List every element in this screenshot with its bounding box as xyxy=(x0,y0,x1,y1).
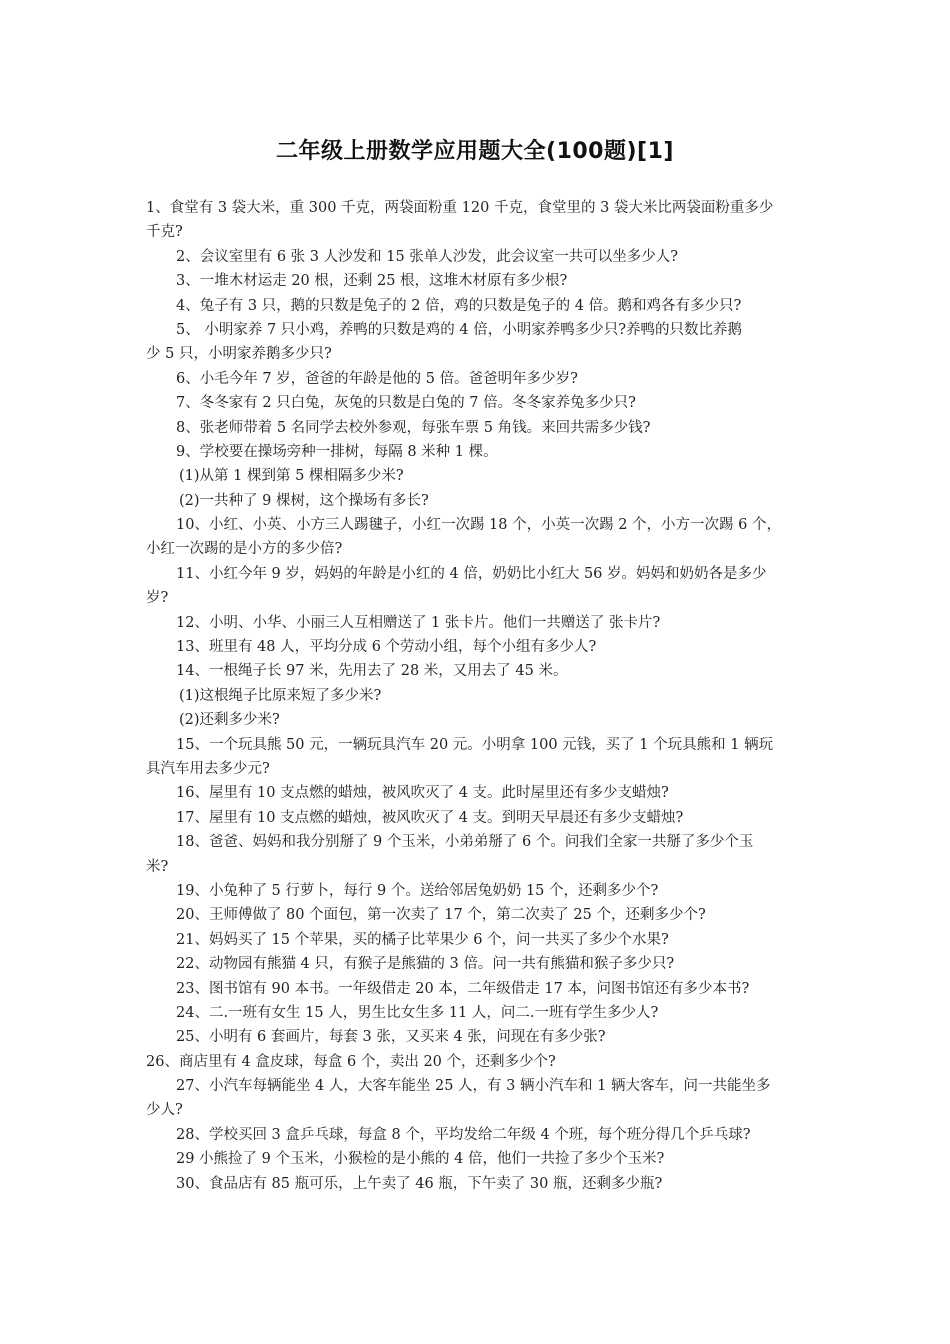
question-line: (2)一共种了 9 棵树，这个操场有多长? xyxy=(179,492,429,509)
question-line: 19、小兔种了 5 行萝卜，每行 9 个。送给邻居兔奶奶 15 个，还剩多少个? xyxy=(176,882,659,899)
question-line: 24、二.一班有女生 15 人，男生比女生多 11 人，问二.一班有学生多少人? xyxy=(176,1004,659,1021)
question-line: 17、屋里有 10 支点燃的蜡烛，被风吹灭了 4 支。到明天早晨还有多少支蜡烛? xyxy=(176,809,684,826)
question-line: 26、商店里有 4 盒皮球，每盒 6 个，卖出 20 个，还剩多少个? xyxy=(146,1053,556,1070)
question-line: 小红一次踢的是小方的多少倍? xyxy=(146,541,343,558)
question-line: 28、学校买回 3 盒乒乓球，每盒 8 个，平均发给二年级 4 个班，每个班分得几个乒乓球? xyxy=(176,1126,751,1143)
question-line: 25、小明有 6 套画片，每套 3 张，又买来 4 张，问现在有多少张? xyxy=(176,1029,606,1046)
question-line: 20、王师傅做了 80 个面包，第一次卖了 17 个，第二次卖了 25 个，还剩多少个? xyxy=(176,907,706,924)
question-line: 12、小明、小华、小丽三人互相赠送了 1 张卡片。他们一共赠送了 张卡片? xyxy=(176,614,661,631)
question-line: 21、妈妈买了 15 个苹果，买的橘子比苹果少 6 个，问一共买了多少个水果? xyxy=(176,931,669,948)
question-line: 5、 小明家养 7 只小鸡，养鸭的只数是鸡的 4 倍，小明家养鸭多少只?养鸭的只数比养鹅 xyxy=(176,321,742,338)
question-line: 30、食品店有 85 瓶可乐，上午卖了 46 瓶，下午卖了 30 瓶，还剩多少瓶? xyxy=(176,1175,663,1192)
document-title: 二年级上册数学应用题大全(100题)[1] xyxy=(276,139,674,164)
document-body xyxy=(146,196,812,1196)
question-line: (1)从第 1 棵到第 5 棵相隔多少米? xyxy=(179,468,404,485)
question-line: 少人? xyxy=(146,1102,183,1119)
question-line: 6、小毛今年 7 岁，爸爸的年龄是他的 5 倍。爸爸明年多少岁? xyxy=(176,370,578,387)
question-line: 14、一根绳子长 97 米，先用去了 28 米，又用去了 45 米。 xyxy=(176,663,568,680)
question-line: (2)还剩多少米? xyxy=(179,712,280,729)
question-line: 2、会议室里有 6 张 3 人沙发和 15 张单人沙发，此会议室一共可以坐多少人? xyxy=(176,248,679,265)
question-line: 11、小红今年 9 岁，妈妈的年龄是小红的 4 倍，奶奶比小红大 56 岁。妈妈和奶奶各是多少 xyxy=(176,565,767,582)
question-line: 千克? xyxy=(146,224,183,241)
question-line: 27、小汽车每辆能坐 4 人，大客车能坐 25 人，有 3 辆小汽车和 1 辆大客车，问一共能坐多 xyxy=(176,1078,771,1095)
question-line: 少 5 只，小明家养鹅多少只? xyxy=(146,346,332,363)
question-line: 具汽车用去多少元? xyxy=(146,760,270,777)
question-line: 22、动物园有熊猫 4 只，有猴子是熊猫的 3 倍。问一共有熊猫和猴子多少只? xyxy=(176,956,675,973)
question-line: 米? xyxy=(146,858,169,875)
question-line: 13、班里有 48 人，平均分成 6 个劳动小组，每个小组有多少人? xyxy=(176,639,597,656)
question-line: 4、兔子有 3 只，鹅的只数是兔子的 2 倍，鸡的只数是兔子的 4 倍。鹅和鸡各有多少只? xyxy=(176,297,742,314)
question-line: 7、冬冬家有 2 只白兔，灰兔的只数是白兔的 7 倍。冬冬家养兔多少只? xyxy=(176,395,636,412)
question-line: 岁? xyxy=(146,590,169,607)
question-line: 16、屋里有 10 支点燃的蜡烛，被风吹灭了 4 支。此时屋里还有多少支蜡烛? xyxy=(176,785,669,802)
question-line: 3、一堆木材运走 20 根，还剩 25 根，这堆木材原有多少根? xyxy=(176,273,568,290)
question-line: 9、学校要在操场旁种一排树，每隔 8 米种 1 棵。 xyxy=(176,443,498,460)
question-line: 29 小熊捡了 9 个玉米，小猴检的是小熊的 4 倍，他们一共捡了多少个玉米? xyxy=(176,1151,665,1168)
question-line: (1)这根绳子比原来短了多少米? xyxy=(179,687,382,704)
question-line: 1、食堂有 3 袋大米，重 300 千克，两袋面粉重 120 千克，食堂里的 3 袋大米比两袋面粉重多少 xyxy=(146,200,774,216)
question-line: 18、爸爸、妈妈和我分别掰了 9 个玉米，小弟弟掰了 6 个。问我们全家一共掰了多少个玉 xyxy=(176,834,754,851)
question-line: 10、小红、小英、小方三人踢毽子，小红一次踢 18 个，小英一次踢 2 个，小方一次踢 6 个， xyxy=(176,517,782,534)
question-line: 23、图书馆有 90 本书。一年级借走 20 本，二年级借走 17 本，问图书馆还有多少本书? xyxy=(176,980,750,997)
question-line: 15、一个玩具熊 50 元，一辆玩具汽车 20 元。小明拿 100 元钱，买了 1 个玩具熊和 1 辆玩 xyxy=(176,736,774,753)
question-line: 8、张老师带着 5 名同学去校外参观，每张车票 5 角钱。来回共需多少钱? xyxy=(176,419,651,436)
